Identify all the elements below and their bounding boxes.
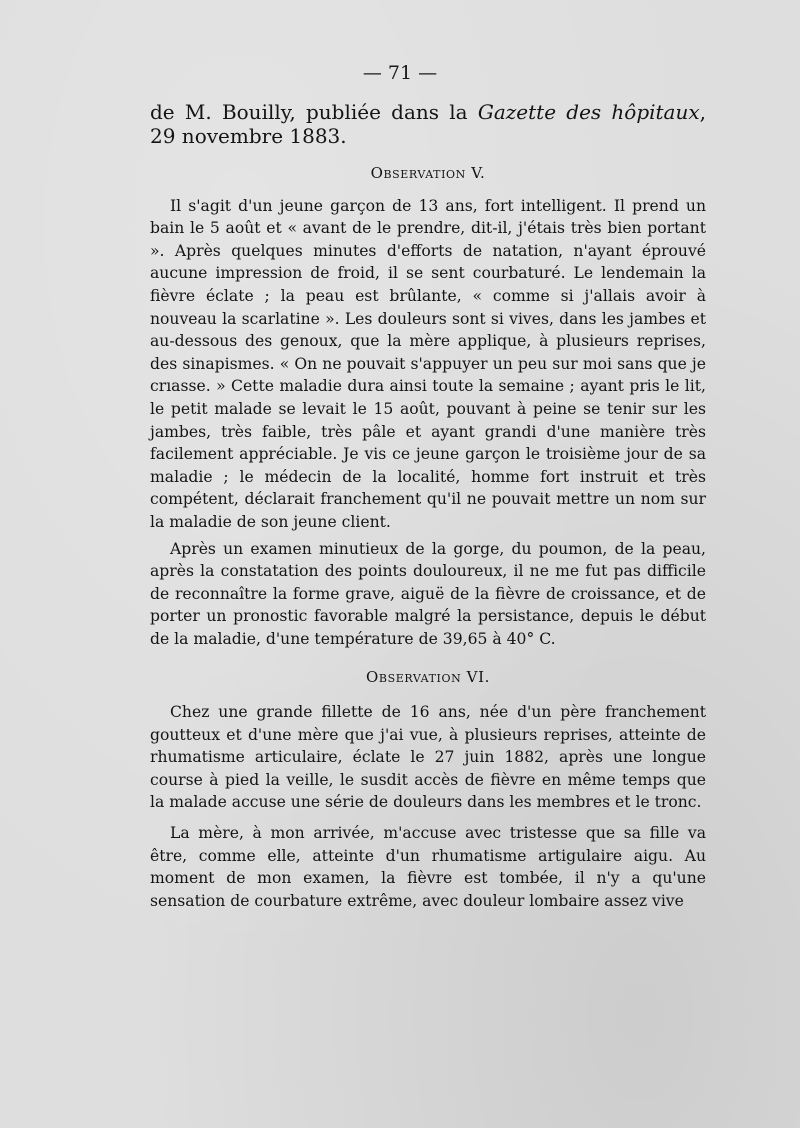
observation-6-paragraph-2: La mère, à mon arrivée, m'accuse avec tristesse que sa fille va être, comme elle, atteinte d'un rhumatisme artigulaire aigu. Au moment de mon examen, la fièvre est tombée, il n'y a qu'une sensation de courbature extrême, avec douleur lombaire assez vive (150, 824, 706, 910)
intro-suffix: , 29 novembre 1883. (150, 100, 706, 148)
observation-6-paragraph-1: Chez une grande fillette de 16 ans, née d'un père franchement goutteux et d'une mère que j'ai vue, à plusieurs reprises, atteinte de rhumatisme articulaire, éclate le 27 juin 1882, après une longue course à pied la veille, le susdit accès de fièvre en même temps que la malade accuse une série de douleurs dans les membres et le tronc. (150, 703, 706, 812)
observation-6-heading: Observation VI. (366, 668, 490, 687)
journal-title: Gazette des hôpitaux (477, 100, 700, 124)
paragraph-spacer (150, 814, 706, 822)
observation-5-heading: Observation V. (370, 164, 486, 182)
observation-5-paragraph-2: Après un examen minutieux de la gorge, du poumon, de la peau, après la constatation des points douloureux, il ne me fut pas difficile de reconnaître la forme grave, aiguë de la fièvre de croissance, et de porter un pronostic favorable malgré la persistance, depuis le début de la maladie, d'une température de 39,65 à 40° C. (150, 539, 706, 648)
intro-paragraph (150, 100, 706, 148)
observation-5-paragraph-1: Il s'agit d'un jeune garçon de 13 ans, fort intelligent. Il prend un bain le 5 août et « avant de le prendre, dit-il, j'étais très bien portant ». Après quelques minutes d'efforts de natation, n'ayant éprouvé aucune impression de froid, il se sent courbaturé. Le lendemain la fièvre éclate ; la peau est brûlante, « comme si j'allais avoir à nouveau la scarlatine ». Les douleurs sont si vives, dans les jambes et au-dessous des genoux, que la mère applique, à plusieurs reprises, des sinapismes. « On ne pouvait s'appuyer un peu sur moi sans que je crıasse. » Cette maladie dura ainsi toute la semaine ; ayant pris le lit, le petit malade se levait le 15 août, pouvant à peine se tenir sur les jambes, très faible, très pâle et ayant grandi d'une manière très facilement appréciable. Je vis ce jeune garçon le troisième jour de sa maladie ; le médecin de la localité, homme fort instruit et très compétent, déclarait franchement qu'il ne pouvait mettre un nom sur la maladie de son jeune client. (150, 196, 706, 531)
intro-prefix: de M. Bouilly, publiée dans la (150, 100, 478, 124)
page-body (150, 100, 706, 912)
page-number: — 71 — (362, 62, 438, 84)
